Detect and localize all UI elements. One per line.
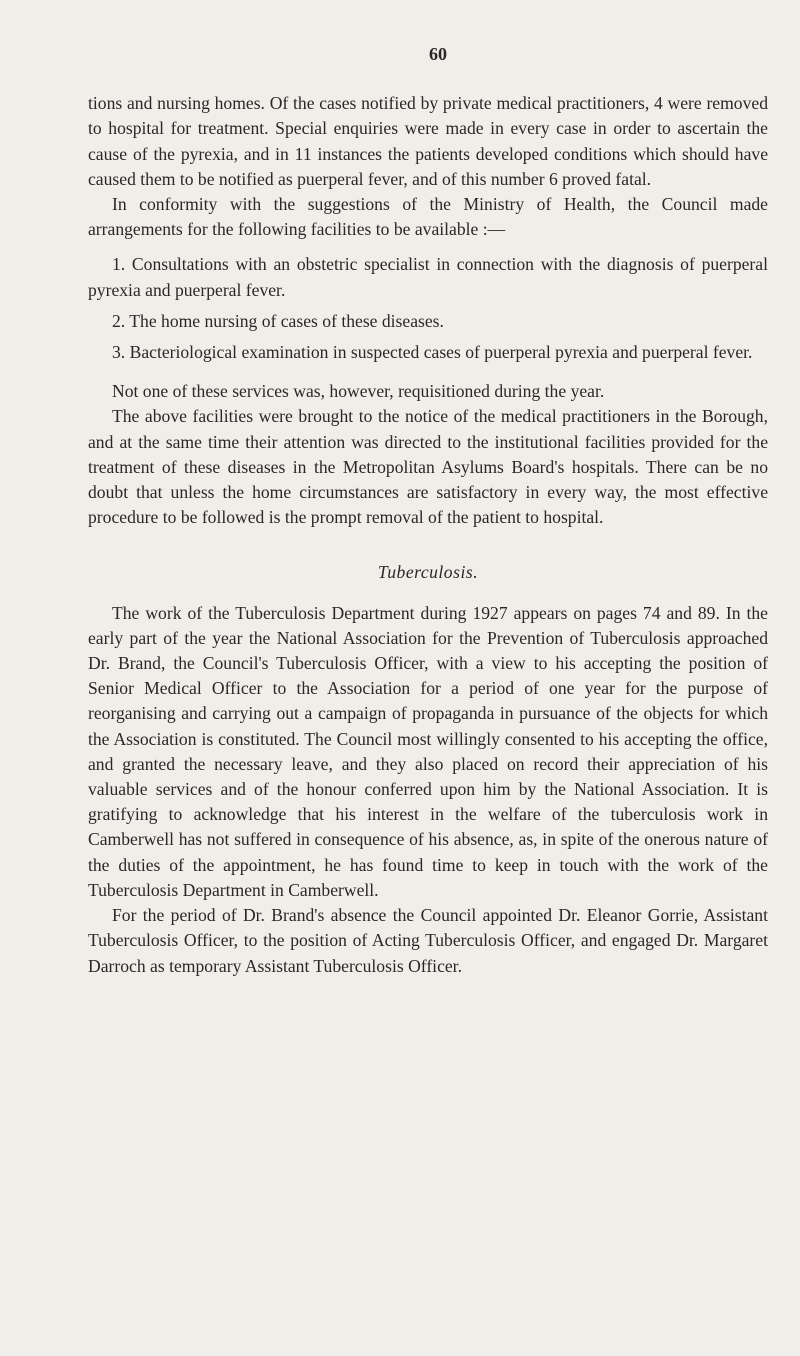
list-item-home-nursing: 2. The home nursing of cases of these diseases. (112, 310, 444, 331)
list-item-consultations: 1. Consultations with an obstetric specialist in connection with the diagnosis of puerperal pyrexia and puerperal fever. (88, 254, 768, 300)
paragraph-facilities-notice: The above facilities were brought to the notice of the medical practitioners in the Borough, and at the same time their attention was directed to the institutional facilities provided for the treatment of these diseases in the Metropolitan Asylums Board's hospitals. There can be no doubt that unless the home circumstances are satisfactory in every way, the most effective procedure to be followed is the prompt removal of the patient to hospital. (88, 406, 768, 528)
section-heading-tuberculosis: Tuberculosis. (377, 562, 479, 583)
paragraph-services-not-requisitioned: Not one of these services was, however, requisitioned during the year. (112, 381, 605, 402)
page-number: 60 (429, 44, 447, 64)
list-item-bacteriological: 3. Bacteriological examination in suspected cases of puerperal pyrexia and puerperal fever. (112, 342, 753, 363)
paragraph-acting-officer: For the period of Dr. Brand's absence the Council appointed Dr. Eleanor Gorrie, Assistant Tuberculosis Officer, to the position of Acting Tuberculosis Officer, and engaged Dr. Margaret Darroch as temporary Assistant Tuberculosis Officer. (88, 905, 768, 976)
paragraph-pyrexia-cases: tions and nursing homes. Of the cases notified by private medical practitioners, 4 were removed to hospital for treatment. Special enquiries were made in every case in order to ascertain the cause of the pyrexia, and in 11 instances the patients developed conditions which should have caused them to be notified as puerperal fever, and of this number 6 proved fatal. (88, 93, 768, 189)
document-page (88, 42, 768, 979)
paragraph-tuberculosis-department: The work of the Tuberculosis Department during 1927 appears on pages 74 and 89. In the early part of the year the National Association for the Prevention of Tuberculosis approached Dr. Brand, the Council's Tuberculosis Officer, with a view to his accepting the position of Senior Medical Officer to the Association for a period of one year for the purpose of reorganising and carrying out a campaign of propaganda in pursuance of the objects for which the Association is constituted. The Council most willingly consented to his accepting the office, and granted the necessary leave, and they also placed on record their appreciation of his valuable services and of the honour conferred upon him by the National Association. It is gratifying to acknowledge that his interest in the welfare of the tuberculosis work in Camberwell has not suffered in consequence of his absence, as, in spite of the onerous nature of the duties of the appointment, he has found time to keep in touch with the work of the Tuberculosis Department in Camberwell. (88, 602, 768, 900)
paragraph-ministry-arrangements: In conformity with the suggestions of the Ministry of Health, the Council made arrangements for the following facilities to be available :— (88, 194, 768, 240)
